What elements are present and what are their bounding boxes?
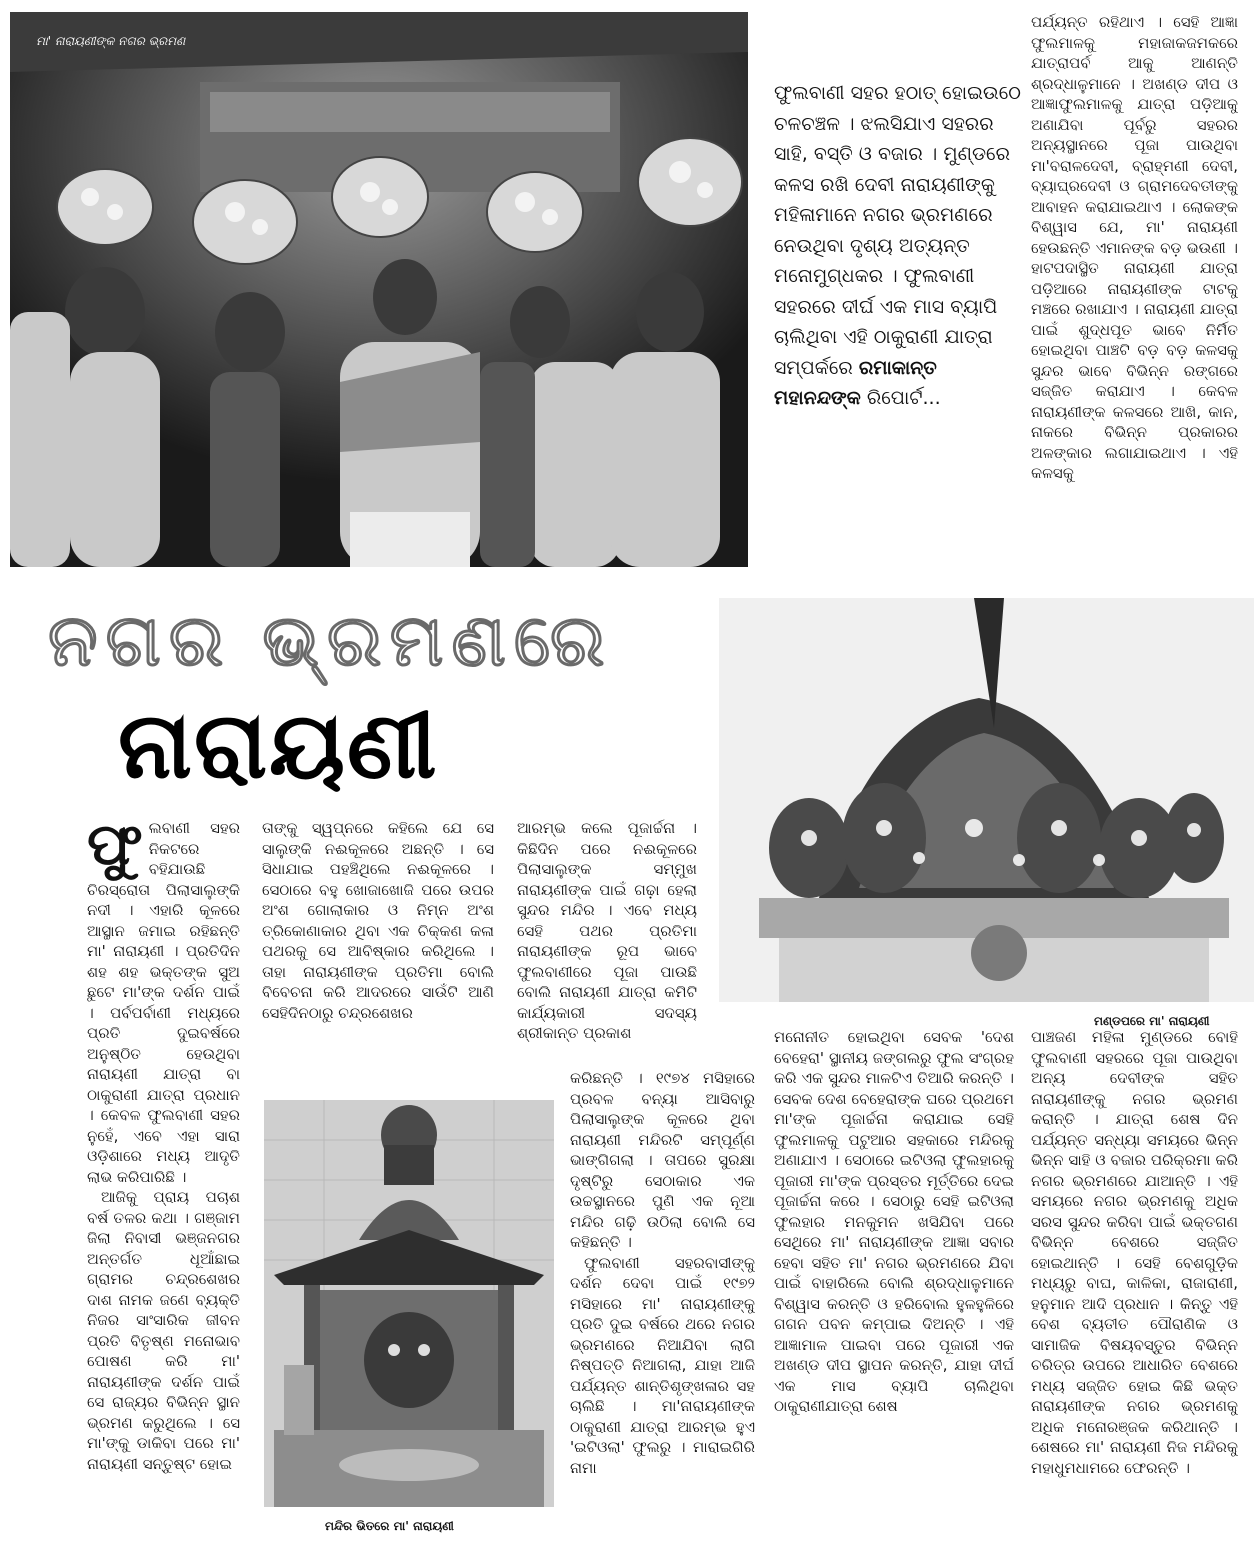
column-1 xyxy=(87,818,240,1547)
drop-cap: ଫୁ xyxy=(87,818,143,878)
intro-suffix: ରିପୋର୍ଟ... xyxy=(866,387,941,409)
mandap-photo-illustration xyxy=(719,598,1254,1002)
column-3-bottom-text: କରିଛନ୍ତି । ୧୯୭୪ ମସିହାରେ ପ୍ରବଳ ବନ୍ୟା ଆସିବାରୁ ପିଲାସାଲୁଙ୍କ କୂଳରେ ଥିବା ନାରାୟଣୀ ମନ୍ଦିରଟି ସମ୍ପୂର୍ଣ୍ଣ ଭାଙ୍ଗିଗଲା । ତାପରେ ସୁରକ୍ଷା ଦୃଷ୍ଟିରୁ ସେଠାକାର ଏକ ଉଚ୍ଚସ୍ଥାନରେ ପୁଣି ଏକ ନୂଆ ମନ୍ଦିର ଗଢ଼ି ଉଠିଲା ବୋଲି ସେ କହିଛନ୍ତି । xyxy=(570,1069,755,1251)
column-top-right xyxy=(1031,12,1238,584)
author-name: ରମାକାନ୍ତ ମହାନନ୍ଦଙ୍କ xyxy=(774,356,937,409)
column-1-para-2: ଆଜିକୁ ପ୍ରାୟ ପଚାଶ ବର୍ଷ ତଳର କଥା । ଗଞ୍ଜାମ ଜିଲା ନିବାସୀ ଭଞ୍ଜନଗର ଅନ୍ତର୍ଗତ ଧୂଆଁଛାଇ ଗ୍ରାମର ଚନ୍ଦ୍ରଶେଖର ଦାଶ ନାମକ ଜଣେ ବ୍ୟକ୍ତି ନିଜର ସାଂସାରିକ ଜୀବନ ପ୍ରତି ବିତୃଷ୍ଣ ମନୋଭାବ ପୋଷଣ କରି ମା' ନାରାୟଣୀଙ୍କ ଦର୍ଶନ ପାଇଁ ସେ ରାଜ୍ୟର ବିଭିନ୍ନ ସ୍ଥାନ ଭ୍ରମଣ କରୁଥିଲେ । ସେ ମା'ଙ୍କୁ ଡାକିବା ପରେ ମା' ନାରାୟଣୀ ସନ୍ତୁଷ୍ଟ ହୋଇ xyxy=(87,1188,240,1473)
column-2 xyxy=(262,818,494,1088)
column-3-top xyxy=(517,818,697,1066)
temple-caption: ମନ୍ଦିର ଭିତରେ ମା' ନାରାୟଣୀ xyxy=(325,1519,454,1533)
temple-photo-illustration xyxy=(264,1100,554,1507)
intro-text: ଫୁଲବାଣୀ ସହର ହଠାତ୍ ହୋଇଉଠେ ଚଳଚଞ୍ଚଳ । ଝଲସିଯାଏ ସହରର ସାହି, ବସ୍ତି ଓ ବଜାର । ମୁଣ୍ଡରେ କଳସ ରଖି ଦେବୀ ନାରାୟଣୀଙ୍କୁ ମହିଳାମାନେ ନଗର ଭ୍ରମଣରେ ନେଉଥିବା ଦୃଶ୍ୟ ଅତ୍ୟନ୍ତ ମନୋମୁଗ୍ଧକର । ଫୁଲବାଣୀ ସହରରେ ଦୀର୍ଘ ଏକ ମାସ ବ୍ୟାପି ଚାଲିଥିବା ଏହି ଠାକୁରାଣୀ ଯାତ୍ରା ସମ୍ପର୍କରେ xyxy=(774,82,1021,379)
column-2-text: ତାଙ୍କୁ ସ୍ୱପ୍ନରେ କହିଲେ ଯେ ସେ ସାଲୁଙ୍କି ନଈକୂଳରେ ଅଛନ୍ତି । ସେ ସିଧାଯାଇ ପହଞ୍ଚିଥିଲେ ନଈକୂଳରେ । ସେଠାରେ ବହୁ ଖୋଜାଖୋଜି ପରେ ଉପର ଅଂଶ ଗୋଲାକାର ଓ ନିମ୍ନ ଅଂଶ ତ୍ରିକୋଣାକାର ଥିବା ଏକ ଚିକ୍କଣ କଳା ପଥରକୁ ସେ ଆବିଷ୍କାର କରିଥିଲେ । ତାହା ନାରାୟଣୀଙ୍କ ପ୍ରତିମା ବୋଲି ବିବେଚନା କରି ଆଦରରେ ସାଉଁଟି ଆଣି ସେହିଦିନଠାରୁ ଚନ୍ଦ୍ରଶେଖର xyxy=(262,819,494,1022)
procession-photo-caption: ମା' ନାରାୟଣୀଙ୍କ ନଗର ଭ୍ରମଣ xyxy=(36,34,186,48)
column-3-text: ଆରମ୍ଭ କଲେ ପୂଜାର୍ଚ୍ଚନା । କିଛିଦିନ ପରେ ନଈକୂଳରେ ପିଲାସାଲୁଙ୍କ ସମ୍ମୁଖ ନାରାୟଣୀଙ୍କ ପାଇଁ ଗଢ଼ା ହେଲା ସୁନ୍ଦର ମନ୍ଦିର । ଏବେ ମଧ୍ୟ ସେହି ପଥର ପ୍ରତିମା ନାରାୟଣୀଙ୍କ ରୂପ ଭାବେ ଫୁଲବାଣୀରେ ପୂଜା ପାଉଛି ବୋଲି ନାରାୟଣୀ ଯାତ୍ରା କମିଟି କାର୍ଯ୍ୟକାରୀ ସଦସ୍ୟ ଶ୍ରୀକାନ୍ତ ପ୍ରକାଶ xyxy=(517,819,697,1042)
column-5 xyxy=(1031,1027,1238,1547)
column-4-text: ମନୋନୀତ ହୋଇଥିବା ସେବକ 'ଦେଶ ବେହେରା' ସ୍ଥାନୀୟ ଜଙ୍ଗଲରୁ ଫୁଲ ସଂଗ୍ରହ କରି ଏକ ସୁନ୍ଦର ମାଳଟିଏ ତିଆରି କରନ୍ତି । ସେବକ ଦେଶ ବେହେରାଙ୍କ ଘରେ ପ୍ରଥମେ ମା'ଙ୍କ ପୂଜାର୍ଚ୍ଚନା କରାଯାଇ ସେହି ଫୁଲମାଳକୁ ପଟୁଆର ସହକାରେ ମନ୍ଦିରକୁ ଅଣାଯାଏ । ସେଠାରେ ଇଟିଓଲା ଫୁଲହାରକୁ ପୂଜାରୀ ମା'ଙ୍କ ପ୍ରସ୍ତର ମୂର୍ତ୍ତିରେ ଦେଇ ପୂଜାର୍ଚ୍ଚନା କରେ । ସେଠାରୁ ସେହି ଇଟିଓଲା ଫୁଲହାର ମନକୁମନ ଖସିଯିବା ପରେ ସେଥିରେ ମା' ନାରାୟଣୀଙ୍କ ଆଜ୍ଞା ସବାର ହେବା ସହିତ ମା' ନଗର ଭ୍ରମଣରେ ଯିବା ପାଇଁ ବାହାରିଲେ ବୋଲି ଶ୍ରଦ୍ଧାଳୁମାନେ ବିଶ୍ୱାସ କରନ୍ତି ଓ ହରିବୋଲ ହୁଳହୁଳିରେ ଗଗନ ପବନ କମ୍ପାଇ ଦିଅନ୍ତି । ଏହି ଆଜ୍ଞାମାଳ ପାଇବା ପରେ ପୂଜାରୀ ଏକ ଅଖଣ୍ଡ ଦୀପ ସ୍ଥାପନ କରନ୍ତି, ଯାହା ଦୀର୍ଘ ଏକ ମାସ ବ୍ୟାପି ଚାଲିଥିବା ଠାକୁରାଣୀଯାତ୍ରା ଶେଷ xyxy=(774,1028,1014,1415)
headline-line1: ନଗର ଭ୍ରମଣରେ xyxy=(48,598,613,682)
column-4 xyxy=(774,1027,1014,1547)
column-top-right-text: ପର୍ଯ୍ୟନ୍ତ ରହିଥାଏ । ସେହି ଆଜ୍ଞା ଫୁଲମାଳକୁ ମହାଜାକଜମକରେ ଯାତ୍ରାପର୍ବ ଆକୁ ଆଣନ୍ତି ଶ୍ରଦ୍ଧାଳୁମାନେ । ଅଖଣ୍ଡ ଦୀପ ଓ ଆଜ୍ଞାଫୁଲମାଳକୁ ଯାତ୍ରା ପଡ଼ିଆକୁ ଅଣାଯିବା ପୂର୍ବରୁ ସହରର ଅନ୍ୟସ୍ଥାନରେ ପୂଜା ପାଉଥିବା ମା'ବରାଳଦେବୀ, ବ୍ରାହ୍ମଣୀ ଦେବୀ, ବ୍ୟାଘ୍ରଦେବୀ ଓ ଗ୍ରାମଦେବତୀଙ୍କୁ ଆବାହନ କରାଯାଇଥାଏ । ଲୋକଙ୍କ ବିଶ୍ୱାସ ଯେ, ମା' ନାରାୟଣୀ ହେଉଛନ୍ତି ଏମାନଙ୍କ ବଡ଼ ଭଉଣୀ । ହାଟପଦାସ୍ଥିତ ନାରାୟଣୀ ଯାତ୍ରା ପଡ଼ିଆରେ ନାରାୟଣୀଙ୍କ ଟାଟକୁ ମଞ୍ଚରେ ରଖାଯାଏ । ନାରାୟଣୀ ଯାତ୍ରା ପାଇଁ ଶୁଦ୍ଧପୂତ ଭାବେ ନିର୍ମିତ ହୋଇଥିବା ପାଞ୍ଚଟି ବଡ଼ ବଡ଼ କଳସକୁ ସୁନ୍ଦର ଭାବେ ବିଭିନ୍ନ ରଙ୍ଗରେ ସଜ୍ଜିତ କରାଯାଏ । କେବଳ ନାରାୟଣୀଙ୍କ କଳସରେ ଆଖି, କାନ, ନାକରେ ବିଭିନ୍ନ ପ୍ରକାରର ଅଳଙ୍କାର ଲଗାଯାଇଥାଏ । ଏହି କଳସକୁ xyxy=(1031,13,1238,482)
column-3-bottom-text-2: ଫୁଲବାଣୀ ସହରବାସୀଙ୍କୁ ଦର୍ଶନ ଦେବା ପାଇଁ ୧୯୭୨ ମସିହାରେ ମା' ନାରାୟଣୀଙ୍କୁ ପ୍ରତି ଦୁଇ ବର୍ଷରେ ଥରେ ନଗର ଭ୍ରମଣରେ ନିଆଯିବା ଲାଗି ନିଷ୍ପତ୍ତି ନିଆଗଲା, ଯାହା ଆଜି ପର୍ଯ୍ୟନ୍ତ ଶାନ୍ତିଶୃଙ୍ଖଳାର ସହ ଚାଲିଛି । ମା'ନାରାୟଣୀଙ୍କ ଠାକୁରାଣୀ ଯାତ୍ରା ଆରମ୍ଭ ହୁଏ 'ଇଟିଓଲା' ଫୁଲରୁ । ମାରାଇଗିରି ନାମା xyxy=(570,1253,755,1477)
temple-photo xyxy=(264,1100,554,1507)
headline-line2: ନାରାୟଣୀ xyxy=(118,692,439,799)
column-1-para-1-text: ଲବାଣୀ ସହର ନିକଟରେ ବହିଯାଉଛି ଚିରସ୍ରୋତା ପିଲାସାଲୁଙ୍କି ନଦୀ । ଏହାରି କୂଳରେ ଆସ୍ଥାନ ଜମାଇ ରହିଛନ୍ତି ମା' ନାରାୟଣୀ । ପ୍ରତିଦିନ ଶହ ଶହ ଭକ୍ତଙ୍କ ସୁଅ ଛୁଟେ ମା'ଙ୍କ ଦର୍ଶନ ପାଇଁ । ପର୍ବପର୍ବାଣୀ ମଧ୍ୟରେ ପ୍ରତି ଦୁଇବର୍ଷରେ ଅନୁଷ୍ଠିତ ହେଉଥିବା ନାରାୟଣୀ ଯାତ୍ରା ବା ଠାକୁରାଣୀ ଯାତ୍ରା ପ୍ରଧାନ । କେବଳ ଫୁଲବାଣୀ ସହର ନୁହେଁ, ଏବେ ଏହା ସାରା ଓଡ଼ିଶାରେ ମଧ୍ୟ ଆଦୃତି ଲାଭ କରିପାରିଛି । xyxy=(87,819,240,1186)
mandap-caption: ମଣ୍ଡପରେ ମା' ନାରାୟଣୀ xyxy=(1094,1014,1210,1028)
procession-photo xyxy=(10,12,748,567)
column-1-para-1 xyxy=(87,818,240,1187)
column-3-bottom xyxy=(570,1068,755,1547)
procession-photo-illustration xyxy=(10,12,748,567)
column-5-text: ପାଞ୍ଚଜଣ ମହିଳା ମୁଣ୍ଡରେ ବୋହି ଫୁଲବାଣୀ ସହରରେ ପୂଜା ପାଉଥିବା ଅନ୍ୟ ଦେବୀଙ୍କ ସହିତ ନାରାୟଣୀଙ୍କୁ ନଗର ଭ୍ରମଣ କରାନ୍ତି । ଯାତ୍ରା ଶେଷ ଦିନ ପର୍ଯ୍ୟନ୍ତ ସନ୍ଧ୍ୟା ସମୟରେ ଭିନ୍ନ ଭିନ୍ନ ସାହି ଓ ବଜାର ପରିକ୍ରମା କରି ନଗର ଭ୍ରମଣରେ ଯାଆନ୍ତି । ଏହି ସମୟରେ ନଗର ଭ୍ରମଣକୁ ଅଧିକ ସରସ ସୁନ୍ଦର କରିବା ପାଇଁ ଭକ୍ତଗଣ ବିଭିନ୍ନ ବେଶରେ ସଜ୍ଜିତ ହୋଇଥାନ୍ତି । ସେହି ବେଶଗୁଡ଼ିକ ମଧ୍ୟରୁ ବାଘ, କାଳିକା, ରାଜାରାଣୀ, ହନୁମାନ ଆଦି ପ୍ରଧାନ । କିନ୍ତୁ ଏହି ବେଶ ବ୍ୟତୀତ ପୌରାଣିକ ଓ ସାମାଜିକ ବିଷୟବସ୍ତୁର ବିଭିନ୍ନ ଚରିତ୍ର ଉପରେ ଆଧାରିତ ବେଶରେ ମଧ୍ୟ ସଜ୍ଜିତ ହୋଇ କିଛି ଭକ୍ତ ନାରାୟଣୀଙ୍କ ନଗର ଭ୍ରମଣକୁ ଅଧିକ ମନୋରଞ୍ଜକ କରିଥାନ୍ତି । ଶେଷରେ ମା' ନାରାୟଣୀ ନିଜ ମନ୍ଦିରକୁ ମହାଧୁମଧାମରେ ଫେରନ୍ତି । xyxy=(1031,1028,1238,1477)
mandap-photo xyxy=(719,598,1254,1002)
intro-standfirst xyxy=(774,78,1024,414)
